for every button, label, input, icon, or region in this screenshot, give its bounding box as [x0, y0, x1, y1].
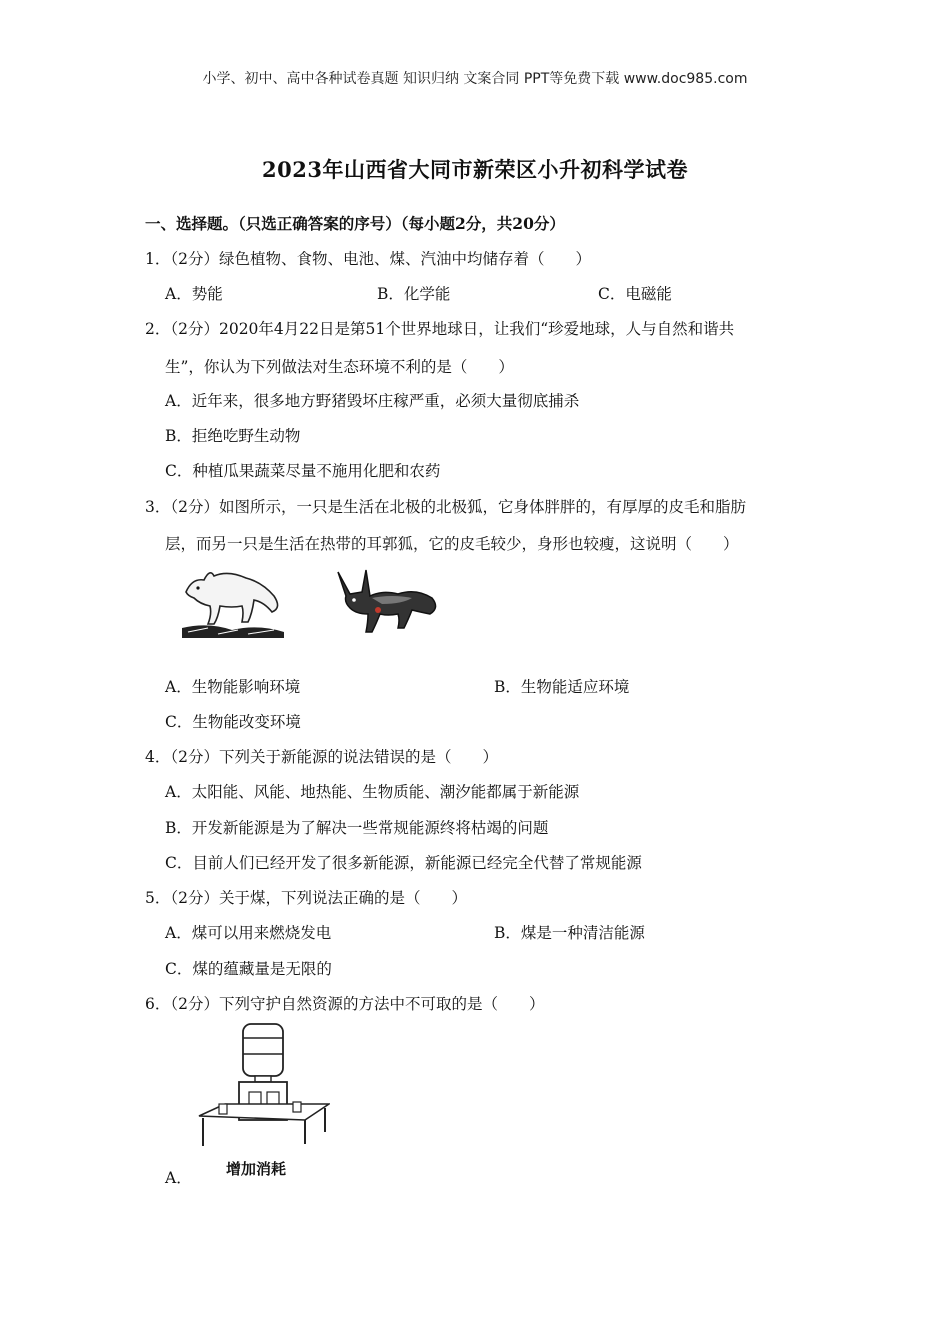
water-dispenser-image [195, 1020, 330, 1150]
arctic-fox-image [178, 562, 288, 640]
question-2-stem-continued: 生”，你认为下列做法对生态环境不利的是（ ） [165, 358, 514, 376]
question-6-option-a: A． [165, 1169, 192, 1187]
question-5-stem: 5．（2分）关于煤，下列说法正确的是（ ） [145, 889, 467, 907]
header-watermark: 小学、初中、高中各种试卷真题 知识归纳 文案合同 PPT等免费下载 www.doc985.com [202, 71, 748, 87]
fennec-fox-image [332, 568, 442, 640]
question-5-option-c: C．煤的蕴藏量是无限的 [165, 960, 332, 978]
question-5-option-b: B．煤是一种清洁能源 [494, 924, 645, 942]
question-2-option-a: A．近年来，很多地方野猪毁坏庄稼严重，必须大量彻底捕杀 [165, 392, 580, 410]
question-2-option-c: C．种植瓜果蔬菜尽量不施用化肥和农药 [165, 462, 441, 480]
question-1-option-c: C．电磁能 [598, 285, 672, 303]
question-3-option-b: B．生物能适应环境 [494, 678, 630, 696]
question-4-option-c: C．目前人们已经开发了很多新能源，新能源已经完全代替了常规能源 [165, 854, 642, 872]
question-3-option-c: C．生物能改变环境 [165, 713, 301, 731]
question-4-option-a: A．太阳能、风能、地热能、生物质能、潮汐能都属于新能源 [165, 783, 580, 801]
question-1-option-a: A．势能 [165, 285, 223, 303]
question-5-option-a: A．煤可以用来燃烧发电 [165, 924, 332, 942]
figure-caption: 增加消耗 [226, 1160, 287, 1178]
section-heading: 一、选择题。（只选正确答案的序号）（每小题2分，共20分） [145, 214, 565, 233]
question-2-stem: 2．（2分）2020年4月22日是第51个世界地球日，让我们“珍爱地球，人与自然和谐共 [145, 320, 735, 338]
question-4-option-b: B．开发新能源是为了解决一些常规能源终将枯竭的问题 [165, 819, 549, 837]
question-2-option-b: B．拒绝吃野生动物 [165, 427, 301, 445]
question-3-stem-continued: 层，而另一只是生活在热带的耳郭狐，它的皮毛较少，身形也较瘦，这说明（ ） [165, 535, 739, 553]
page-title: 2023年山西省大同市新荣区小升初科学试卷 [262, 157, 688, 182]
question-6-stem: 6．（2分）下列守护自然资源的方法中不可取的是（ ） [145, 995, 545, 1013]
question-4-stem: 4．（2分）下列关于新能源的说法错误的是（ ） [145, 748, 498, 766]
question-1-option-b: B．化学能 [377, 285, 451, 303]
question-3-option-a: A．生物能影响环境 [165, 678, 301, 696]
question-1-stem: 1．（2分）绿色植物、食物、电池、煤、汽油中均储存着（ ） [145, 250, 591, 268]
question-3-stem: 3．（2分）如图所示，一只是生活在北极的北极狐，它身体胖胖的，有厚厚的皮毛和脂肪 [145, 498, 746, 516]
